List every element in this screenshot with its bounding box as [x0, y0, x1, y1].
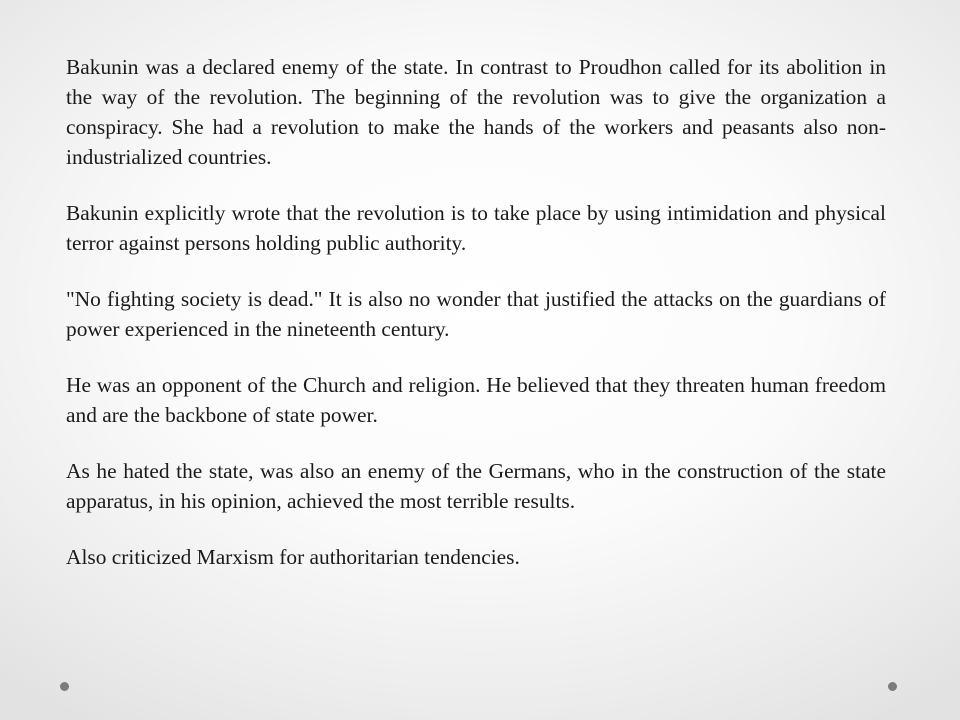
paragraph-fighting-society-quote: "No fighting society is dead." It is also no wonder that justified the attacks on the guardians of power experienced in the nineteenth century.	[66, 287, 886, 341]
paragraph-enemy-of-germans: As he hated the state, was also an enemy of the Germans, who in the construction of the state apparatus, in his opinion, achieved the most terrible results.	[66, 459, 886, 513]
slide-body-text	[66, 52, 886, 572]
paragraph-marxism-criticism: Also criticized Marxism for authoritarian tendencies.	[66, 545, 520, 569]
paragraph-church-religion: He was an opponent of the Church and religion. He believed that they threaten human freedom and are the backbone of state power.	[66, 373, 886, 427]
paragraph-intimidation-terror: Bakunin explicitly wrote that the revolution is to take place by using intimidation and physical terror against persons holding public authority.	[66, 201, 886, 255]
decorative-dot-right	[888, 682, 897, 691]
paragraph-bakunin-enemy-of-state: Bakunin was a declared enemy of the state. In contrast to Proudhon called for its abolition in the way of the revolution. The beginning of the revolution was to give the organization a conspiracy. She had a revolution to make the hands of the workers and peasants also non-industrialized countries.	[66, 55, 886, 169]
decorative-dot-left	[60, 682, 69, 691]
